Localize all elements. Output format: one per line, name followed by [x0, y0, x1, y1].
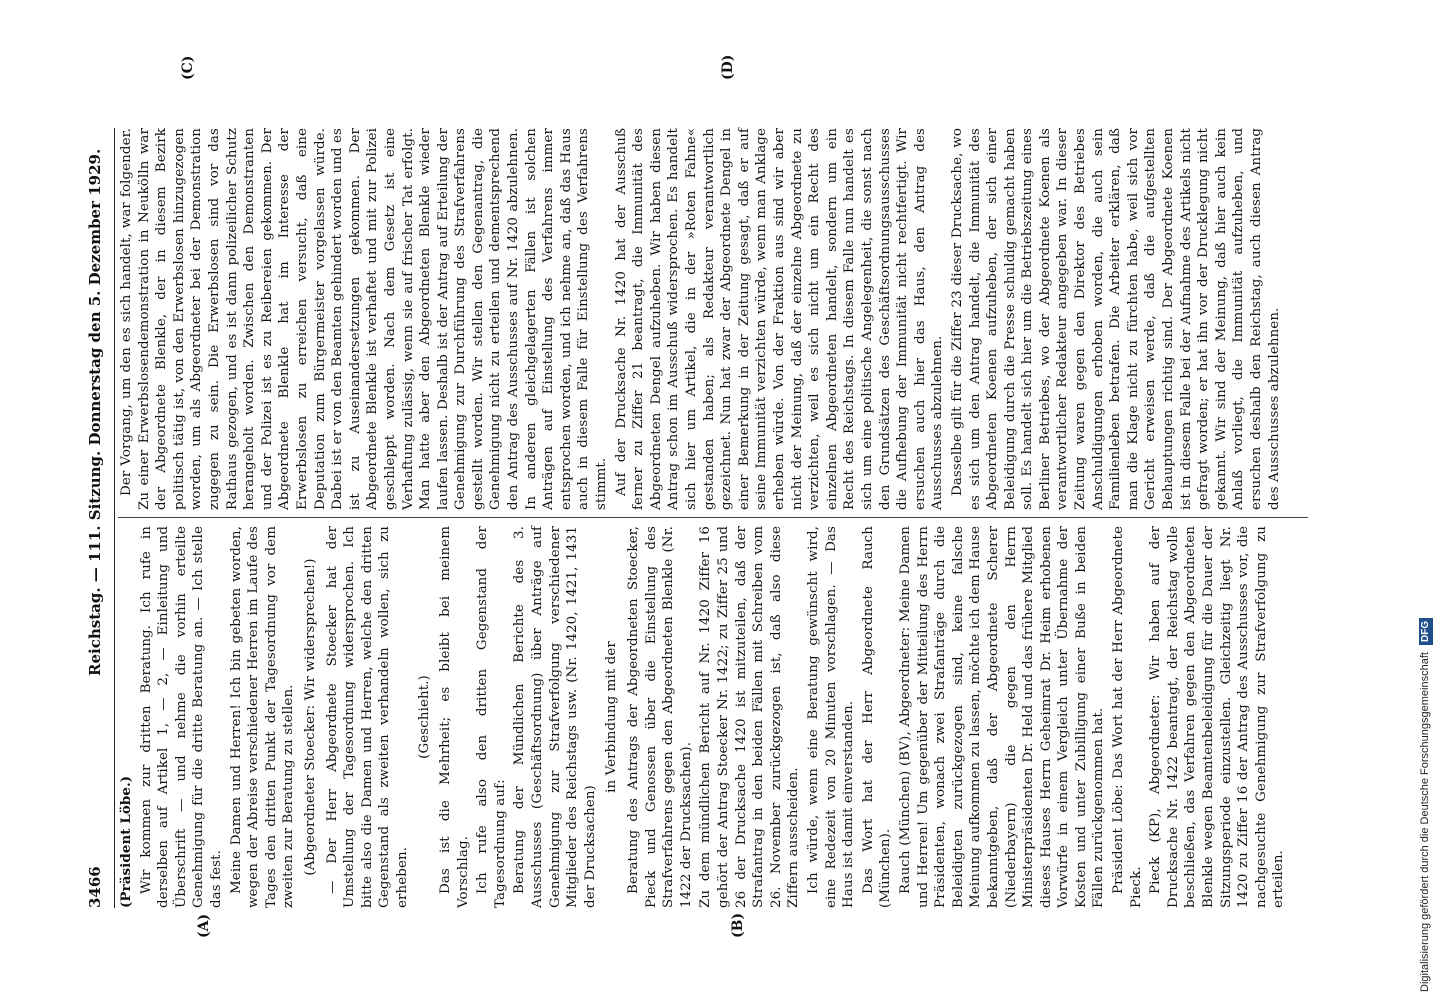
margin-marker-b: (B) [730, 912, 746, 938]
page-header [86, 128, 110, 908]
left-column-paragraph: (Präsident Löbe.) [118, 775, 134, 908]
left-column-paragraph: Wir kommen zur dritten Beratung. Ich rufe in derselben auf Artikel 1, — 2, — Einleitung und Überschrift — und nehme die vorhin erteilte Genehmigung für die dritte Beratung an. — Ich stelle das fest. [138, 526, 224, 908]
left-column-paragraph: Zu dem mündlichen Bericht auf Nr. 1420 Ziffer 16 gehört der Antrag Stoecker Nr. 1422; zu Ziffer 25 und 26 der Drucksache 1420 ist mitzuteilen, daß der Strafantrag in den beiden Fällen mit Schreiben vom 26. November zurückgezogen ist, daß also diese Ziffern ausscheiden. [698, 526, 802, 908]
dfg-logo: DFG [1419, 618, 1433, 645]
left-column-paragraph: Meine Damen und Herren! Ich bin gebeten worden, wegen der Abreise verschiedener Herren im Laufe des Tages den dritten Punkt der Tagesordnung vor dem zweiten zur Beratung zu stellen. [228, 526, 297, 908]
left-column-paragraph: Pieck (KP), Abgeordneter: Wir haben auf der Drucksache Nr. 1422 beantragt, der Reichstag wolle beschließen, das Verfahren gegen den Abgeordneten Blenkle wegen Beamtenbeleidigung für die Dauer der Sitzungsperiode einzustellen. Gleichzeitig liegt Nr. 1420 zu Ziffer 16 der Antrag des Ausschusses vor, die nachgesuchte Genehmigung zur Strafverfolgung zu erteilen. [1148, 526, 1287, 908]
left-column-paragraph: Das ist die Mehrheit; es bleibt bei meinem Vorschlag. [438, 526, 471, 908]
header-rule [114, 128, 115, 908]
page-title: Reichstag. — 111. Sitzung. Donnerstag den 5. Dezember 1929. [86, 148, 104, 676]
margin-marker-a: (A) [196, 913, 212, 938]
left-column-paragraph: (Geschieht.) [416, 675, 432, 759]
left-column-paragraph: (Abgeordneter Stoecker: Wir widersprechen!) [302, 558, 318, 876]
text-column-right [118, 128, 1285, 510]
margin-marker-d: (D) [720, 54, 736, 80]
left-column-paragraph: Ich würde, wenn eine Beratung gewünscht wird, eine Redezeit von 20 Minuten vorschlagen. — Das Haus ist damit einverstanden. [805, 526, 857, 908]
left-column-paragraph: Beratung der Mündlichen Berichte des 3. Ausschusses (Geschäftsordnung) über Anträge auf Genehmigung zur Strafverfolgung verschiedener Mitglieder des Reichstags usw. (Nr. 1420, 1421, 1431 der Drucksachen) [512, 526, 598, 908]
digitization-credit [1416, 8, 1434, 992]
left-column-paragraph: Das Wort hat der Herr Abgeordnete Rauch (München). [860, 526, 894, 908]
right-column-paragraph: Auf der Drucksache Nr. 1420 hat der Ausschuß ferner zu Ziffer 21 beantragt, die Immunität des Abgeordneten Dengel aufzuheben. Wir haben diesen Antrag schon im Ausschuß widersprochen. Es handelt sich hier um Artikel, die in der »Roten Fahne« gestanden haben; als Redakteur verantwortlich gezeichnet. Nun hat zwar der Abgeordnete Dengel in einer Bemerkung in der Zeitung gesagt, daß er auf seine Immunität verzichten würde, wenn man Anklage erheben würde. Von der Fraktion aus sind wir aber nicht der Meinung, daß der einzelne Abgeordnete zu verzichten, weil es sich nicht um ein Recht des einzelnen Abgeordneten handelt, sondern um ein Recht des Reichstags. In diesem Falle nun handelt es sich um eine politische Angelegenheit, die sonst nach den Grundsätzen des Geschäftsordnungsausschusses die Aufhebung der Immunität nicht rechtfertigt. Wir ersuchen auch hier das Haus, den Antrag des Ausschusses abzulehnen. [613, 128, 946, 510]
left-column-paragraph: in Verbindung mit der [604, 641, 620, 793]
left-column-paragraph: Rauch (München) (BV), Abgeordneter: Meine Damen und Herren! Um gegenüber der Mitteilung des Herrn Präsidenten, wonach zwei Strafanträge durch die Beleidigten zurückgezogen sind, keine falsche Meinung aufkommen zu lassen, möchte ich dem Hause bekanntgeben, daß der Abgeordnete Scherer (Niederbayern) die gegen den Herrn Ministerpräsidenten Dr. Held und das frühere Mitglied dieses Hauses Herrn Geheimrat Dr. Heim erhobenen Vorwürfe in einem Vergleich unter Übernahme der Kosten und unter Zubilligung einer Buße in beiden Fällen zurückgenommen hat. [897, 526, 1107, 908]
page-number: 3466 [86, 866, 104, 908]
text-column-left [118, 526, 1290, 908]
column-divider [118, 517, 1308, 518]
left-column-paragraph: Beratung des Antrags der Abgeordneten Stoecker, Pieck und Genossen über die Einstellung des Strafverfahrens gegen den Abgeordneten Blenkle (Nr. 1422 der Drucksachen). [626, 526, 694, 908]
margin-marker-c: (C) [180, 55, 196, 80]
left-column-paragraph: — Der Herr Abgeordnete Stoecker hat der Umstellung der Tagesordnung widersprochen. Ich bitte also die Damen und Herren, welche den dritten Gegenstand als zweiten verhandeln wollen, sich zu erheben. [324, 526, 410, 908]
right-column-paragraph: Dasselbe gilt für die Ziffer 23 dieser Drucksache, wo es sich um den Antrag handelt, die Immunität des Abgeordneten Koenen aufzuheben, der sich einer Beleidigung durch die Presse schuldig gemacht haben soll. Es handelt sich hier um die Betriebszeitung eines Berliner Betriebes, wo der Abgeordnete Koenen als verantwortlicher Redakteur angegeben war. In dieser Zeitung waren gegen den Direktor des Betriebes Anschuldigungen erhoben worden, die auch sein Familienleben betrafen. Die Arbeiter erklären, daß man die Klage nicht zu fürchten habe, weil sich vor Gericht erweisen werde, daß die aufgestellten Behauptungen richtig sind. Der Abgeordnete Koenen ist in diesem Falle bei der Aufnahme des Artikels nicht gefragt worden; er hat ihn vor der Drucklegung nicht gekannt. Wir sind der Meinung, daß hier auch kein Anlaß vorliegt, die Immunität aufzuheben, und ersuchen deshalb den Reichstag, auch diesen Antrag des Ausschusses abzulehnen. [949, 128, 1282, 510]
left-column-paragraph: Ich rufe also den dritten Gegenstand der Tagesordnung auf: [475, 526, 508, 908]
left-column-paragraph: Präsident Löbe: Das Wort hat der Herr Abgeordnete Pieck. [1111, 526, 1144, 908]
right-column-paragraph: Der Vorgang, um den es sich handelt, war folgender. Zu einer Erwerbslosendemonstration in Neukölln war der Abgeordnete Blenkle, der in diesem Bezirk politisch tätig ist, von den Erwerbslosen hinzugezogen worden, um als Abgeordneter bei der Demonstration zugegen zu sein. Die Erwerbslosen sind vor das Rathaus gezogen, und es ist dann polizeilicher Schutz herangeholt worden. Zwischen den Demonstranten und der Polizei ist es zu Reibereien gekommen. Der Abgeordnete Blenkle hat im Interesse der Erwerbslosen zu erreichen versucht, daß eine Deputation zum Bürgermeister vorgelassen würde. Dabei ist er von den Beamten gehindert worden und es ist zu Auseinandersetzungen gekommen. Der Abgeordnete Blenkle ist verhaftet und mit zur Polizei geschleppt worden. Nach dem Gesetz ist eine Verhaftung zulässig, wenn sie auf frischer Tat erfolgt. Man hatte aber den Abgeordneten Blenkle wieder laufen lassen. Deshalb ist der Antrag auf Erteilung der Genehmigung zur Durchführung des Strafverfahrens gestellt worden. Wir stellen den Gegenantrag, die Genehmigung nicht zu erteilen und dementsprechend den Antrag des Ausschusses auf Nr. 1420 abzulehnen. In anderen gleichgelagerten Fällen ist solchen Anträgen auf Einstellung des Verfahrens immer entsprochen worden, und ich nehme an, daß das Haus auch in diesem Falle für Einstellung des Verfahrens stimmt. [119, 128, 610, 510]
credit-text: Digitalisierung gefördert durch die Deutsche Forschungsgemeinschaft [1419, 652, 1431, 992]
